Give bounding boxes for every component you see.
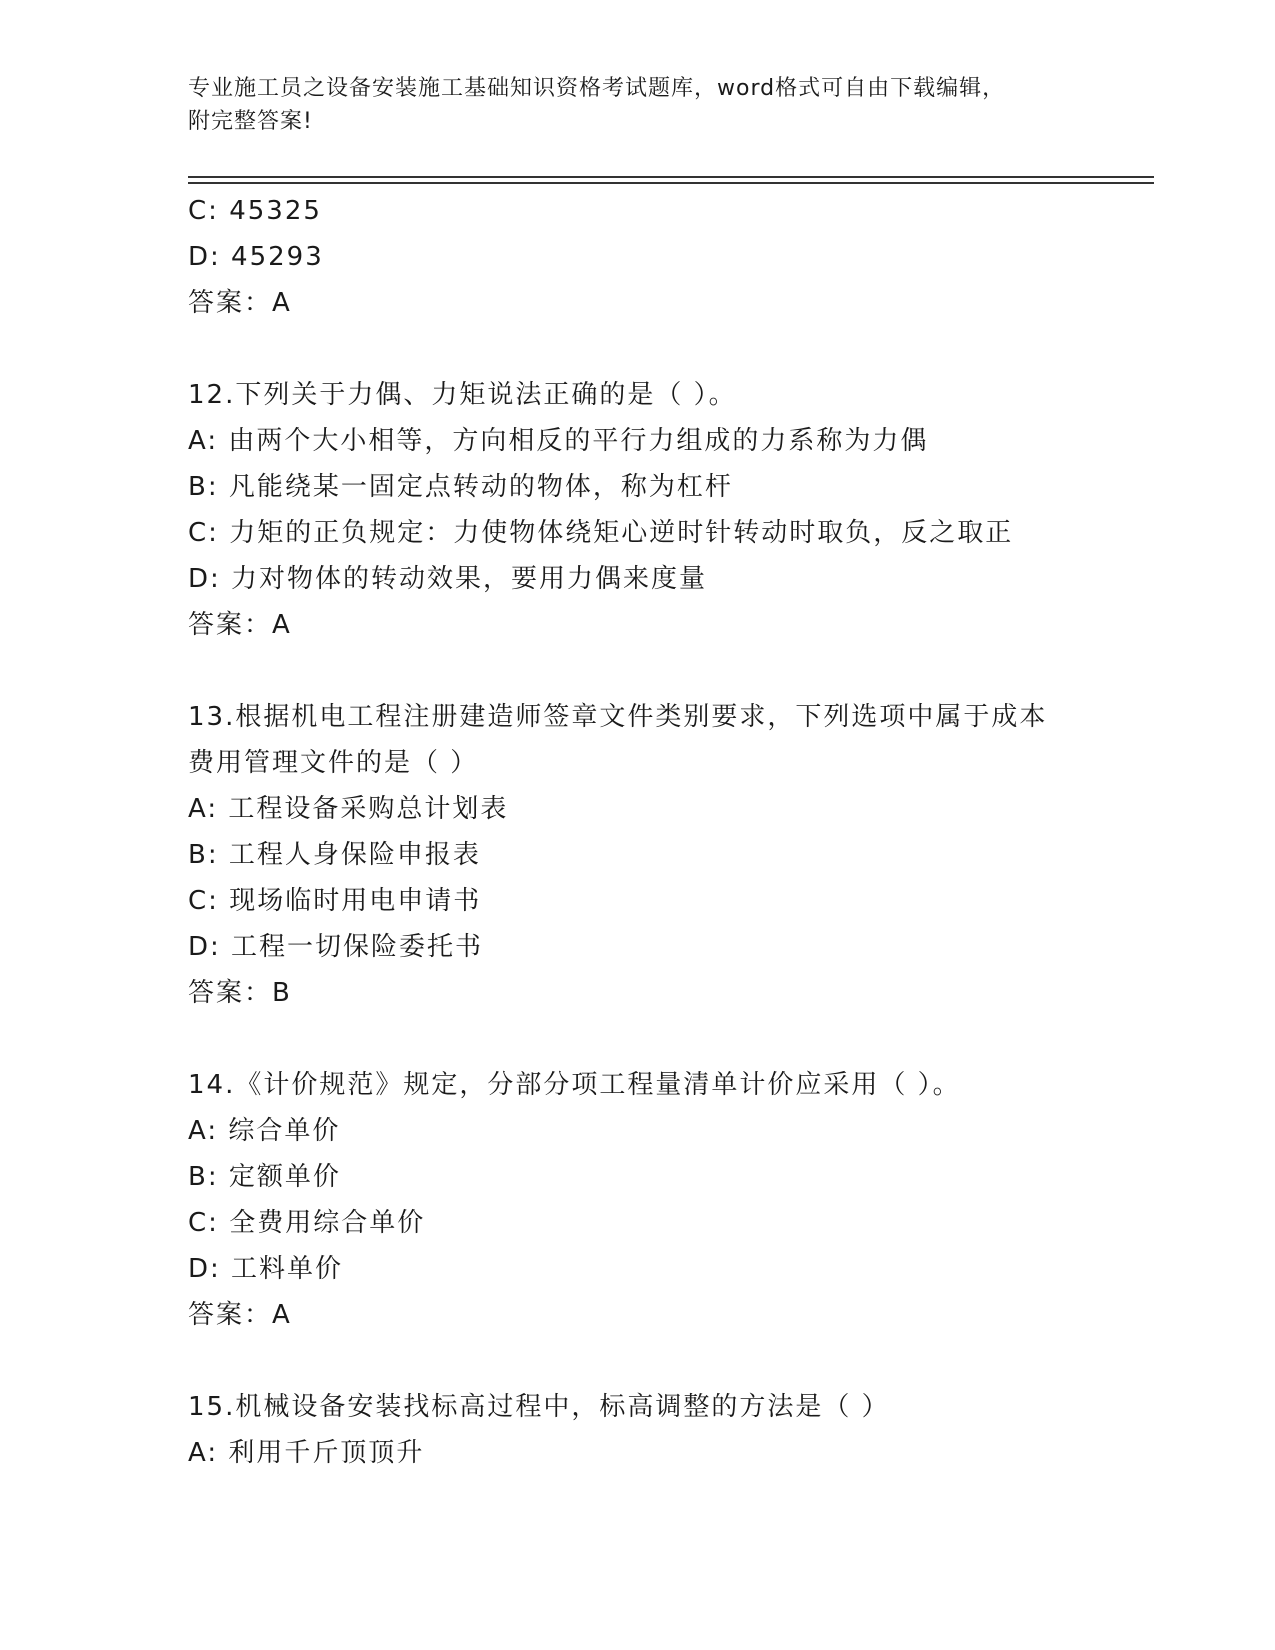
prev-question bbox=[188, 188, 1148, 326]
option-text: 45293 bbox=[231, 242, 324, 272]
option-text: 工程一切保险委托书 bbox=[231, 932, 484, 962]
option-key: A: bbox=[188, 1116, 219, 1146]
option-text: 凡能绕某一固定点转动的物体，称为杠杆 bbox=[228, 472, 733, 502]
spacer bbox=[188, 1338, 1148, 1384]
question-13 bbox=[188, 694, 1148, 1016]
option-b bbox=[188, 1154, 1148, 1200]
spacer bbox=[188, 326, 1148, 372]
option-text: 综合单价 bbox=[228, 1116, 341, 1146]
question-stem-continued: 费用管理文件的是（ ） bbox=[188, 748, 479, 778]
header-rule-top bbox=[188, 176, 1154, 178]
header-line-2: 附完整答案! bbox=[188, 109, 313, 134]
answer-line: 答案：A bbox=[188, 610, 292, 640]
option-text: 45325 bbox=[229, 196, 322, 226]
option-key: C: bbox=[188, 518, 219, 548]
option-d bbox=[188, 234, 1148, 280]
option-b bbox=[188, 832, 1148, 878]
answer-line: 答案：A bbox=[188, 288, 292, 318]
option-key: A: bbox=[188, 1438, 219, 1468]
option-key: D: bbox=[188, 242, 221, 272]
option-text: 工程人身保险申报表 bbox=[228, 840, 481, 870]
option-d bbox=[188, 556, 1148, 602]
header-rule-bottom bbox=[188, 182, 1154, 184]
option-text: 力对物体的转动效果，要用力偶来度量 bbox=[231, 564, 708, 594]
header-line-1: 专业施工员之设备安装施工基础知识资格考试题库，word格式可自由下载编辑， bbox=[188, 76, 1006, 101]
option-key: D: bbox=[188, 564, 221, 594]
option-key: B: bbox=[188, 840, 219, 870]
option-key: B: bbox=[188, 1162, 219, 1192]
option-b bbox=[188, 464, 1148, 510]
option-c bbox=[188, 188, 1148, 234]
option-c bbox=[188, 1200, 1148, 1246]
option-key: C: bbox=[188, 886, 219, 916]
option-text: 由两个大小相等，方向相反的平行力组成的力系称为力偶 bbox=[228, 426, 929, 456]
option-key: B: bbox=[188, 472, 219, 502]
option-key: D: bbox=[188, 1254, 221, 1284]
answer-line: 答案：A bbox=[188, 1300, 292, 1330]
option-text: 全费用综合单价 bbox=[229, 1208, 426, 1238]
option-key: A: bbox=[188, 794, 219, 824]
option-a bbox=[188, 786, 1148, 832]
answer-line: 答案：B bbox=[188, 978, 292, 1008]
option-a bbox=[188, 418, 1148, 464]
option-text: 现场临时用电申请书 bbox=[229, 886, 482, 916]
option-text: 工程设备采购总计划表 bbox=[228, 794, 509, 824]
question-14 bbox=[188, 1062, 1148, 1338]
question-stem: 14.《计价规范》规定，分部分项工程量清单计价应采用（ ）。 bbox=[188, 1070, 961, 1100]
option-key: D: bbox=[188, 932, 221, 962]
option-key: C: bbox=[188, 1208, 219, 1238]
option-a bbox=[188, 1430, 1148, 1476]
document-header bbox=[188, 72, 1088, 138]
option-text: 定额单价 bbox=[228, 1162, 341, 1192]
question-15 bbox=[188, 1384, 1148, 1476]
spacer bbox=[188, 648, 1148, 694]
option-key: A: bbox=[188, 426, 219, 456]
spacer bbox=[188, 1016, 1148, 1062]
question-stem: 13.根据机电工程注册建造师签章文件类别要求，下列选项中属于成本 bbox=[188, 702, 1048, 732]
option-key: C: bbox=[188, 196, 219, 226]
option-c bbox=[188, 878, 1148, 924]
question-list bbox=[188, 188, 1148, 1476]
option-text: 力矩的正负规定：力使物体绕矩心逆时针转动时取负，反之取正 bbox=[229, 518, 1014, 548]
question-stem: 15.机械设备安装找标高过程中，标高调整的方法是（ ） bbox=[188, 1392, 890, 1422]
option-d bbox=[188, 1246, 1148, 1292]
question-stem: 12.下列关于力偶、力矩说法正确的是（ ）。 bbox=[188, 380, 737, 410]
option-d bbox=[188, 924, 1148, 970]
option-text: 工料单价 bbox=[231, 1254, 344, 1284]
question-12 bbox=[188, 372, 1148, 648]
option-text: 利用千斤顶顶升 bbox=[228, 1438, 425, 1468]
option-a bbox=[188, 1108, 1148, 1154]
option-c bbox=[188, 510, 1148, 556]
